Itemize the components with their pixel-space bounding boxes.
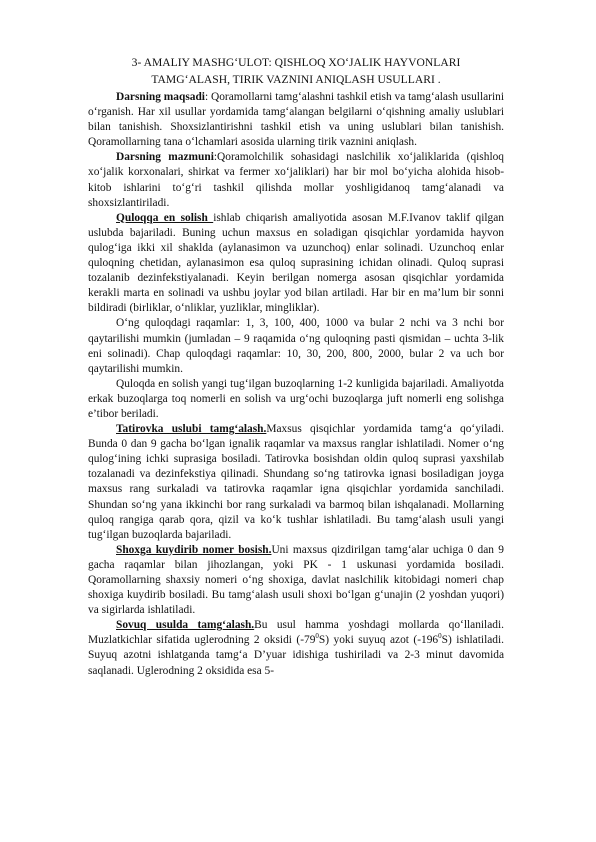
label-lesson-goal: Darsning maqsadi	[116, 91, 205, 103]
label-tattoo-method: Tatirovka uslubi tamg‘alash.	[116, 423, 267, 436]
text-freeze-branding-c: S) ishlatiladi. Suyuq azotni ishlatganda tamg‘a D’yuar idishiga tushiriladi va 2-3 minut davomida saqlanadi. Uglerodning 2 oksidida esa 5-	[88, 634, 504, 677]
paragraph-lesson-content	[88, 150, 504, 210]
title-line-1: 3- AMALIY MASHG‘ULOT: QISHLOQ XO‘JALIK HAYVONLARI	[131, 56, 461, 69]
document-page	[88, 54, 504, 679]
paragraph-freeze-branding	[88, 618, 504, 678]
title-line-2: TAMG‘ALASH, TIRIK VAZNINI ANIQLASH USULLARI .	[151, 73, 441, 86]
text-lesson-goal: : Qoramollarni tamg‘alashni tashkil etish va tamg‘alash usullarini o‘rganish. Har xil usullar yordamida tamg‘alangan belgilarni o‘qishning amaliy uslublari bilan tanishish. Shoxsizlantirishni tashkil etish va uning uslublari bilan tanishish. Qoramollarning tana o‘lchamlari asosida ularning tirik vaznini aniqlash.	[88, 91, 504, 149]
paragraph-tattoo-method	[88, 422, 504, 543]
text-lesson-content: :Qoramolchilik sohasidagi naslchilik xo‘jaliklarida (qishloq xo‘jalik korxonalari, shirkat va fermer xo‘jaliklari) har bir mol bo‘yicha alohida hisob-kitob ishlarini to‘g‘ri tashkil qilishda mollar yoshligidanoq tamg‘alanadi va shoxsizlantiriladi.	[88, 151, 504, 209]
text-newborn-calves: Quloqda en solish yangi tug‘ilgan buzoqlarning 1-2 kunligida bajariladi. Amaliyotda erkak buzoqlarga toq nomerli en solish va urg‘ochi buzoqlarga juft nomerli eng solishga e’tibor beriladi.	[88, 377, 504, 420]
paragraph-newborn-calves	[88, 377, 504, 422]
text-freeze-branding-a: Bu usul hamma yoshdagi mollarda qo‘llaniladi. Muzlatkichlar sifatida uglerodning 2 oksidi (-79	[88, 619, 504, 647]
superscript-degree-2: 0	[438, 632, 442, 641]
text-freeze-branding-b: S) yoki suyuq azot (-196	[318, 634, 439, 647]
page-title	[88, 54, 504, 88]
text-ear-notching: ishlab chiqarish amaliyotida asosan M.F.Ivanov taklif qilgan uslubda bajariladi. Buning uchun maxsus en soladigan qisqichlar yordamida hayvon qulog‘iga ikki xil shaklda (aylanasimon va uzunchoq) enlar solinadi. Uzunchoq enlar quloqning chetidan, aylanasimon esa quloq suprasining ichidan olinadi. Quloq suprasi tozalanib dezinfekstiyalanadi. Keyin berilgan nomerga asosan qisqichlar yordamida kerakli marta en solinadi va ushbu joylar yod bilan artiladi. Har bir en ma’lum bir sonni bildiradi (birliklar, o‘nliklar, yuzliklar, mingliklar).	[88, 211, 504, 315]
paragraph-ear-numbers	[88, 316, 504, 376]
label-freeze-branding: Sovuq usulda tamg‘alash.	[116, 619, 255, 632]
text-horn-branding: Uni maxsus qizdirilgan tamg‘alar uchiga 0 dan 9 gacha raqamlar bilan jihozlangan, yoki PK - 1 uskunasi yordamida bosiladi. Qoramollarning shaxsiy nomeri o‘ng shoxiga, davlat naslchilik kitobidagi nomeri chap shoxiga kuydirib bosiladi. Bu tamg‘alash usuli shoxi bo‘lgan g‘unajin (2 yoshdan yuqori) va sigirlarda ishlatiladi.	[88, 543, 504, 617]
paragraph-ear-notching	[88, 211, 504, 317]
label-horn-branding: Shoxga kuydirib nomer bosish.	[116, 543, 272, 556]
text-ear-numbers: O‘ng quloqdagi raqamlar: 1, 3, 100, 400, 1000 va bular 2 nchi va 3 nchi bor qaytarilishi mumkin (jumladan – 9 raqamida o‘ng quloqning pasti qismidan – uchta 3-lik eni solinadi). Chap quloqdagi raqamlar: 10, 30, 200, 800, 2000, bular 2 va uch bor qaytarilishi mumkin.	[88, 317, 504, 375]
paragraph-horn-branding	[88, 543, 504, 618]
paragraph-lesson-goal	[88, 90, 504, 150]
superscript-degree-1: 0	[315, 632, 319, 641]
label-ear-notching: Quloqqa en solish	[116, 211, 214, 224]
label-lesson-content: Darsning mazmuni	[116, 151, 214, 164]
text-tattoo-method: Maxsus qisqichlar yordamida tamg‘a qo‘yiladi. Bunda 0 dan 9 gacha bo‘lgan ignalik raqamlar va maxsus ranglar ishlatiladi. Nomer o‘ng qulog‘ining ichki suprasiga bosiladi. Tatirovka bosishdan oldin quloq suprasi yaxshilab tozalanadi va dezinfekstiya qilinadi. Shundang so‘ng tatirovka ignasi bosiladigan joyga maxsus rang surkaladi va tatirovka raqamlar igna qisqichlar yordamida sanchiladi. Shundan so‘ng yana ikkinchi bor rang surkaladi va barmoq bilan ishqalanadi. Mollarning quloq rangiga qarab qora, qizil va ko‘k tushlar ishlatiladi. Bu tamg‘alash usuli yangi tug‘ilgan buzoqlarda bajariladi.	[88, 423, 505, 541]
